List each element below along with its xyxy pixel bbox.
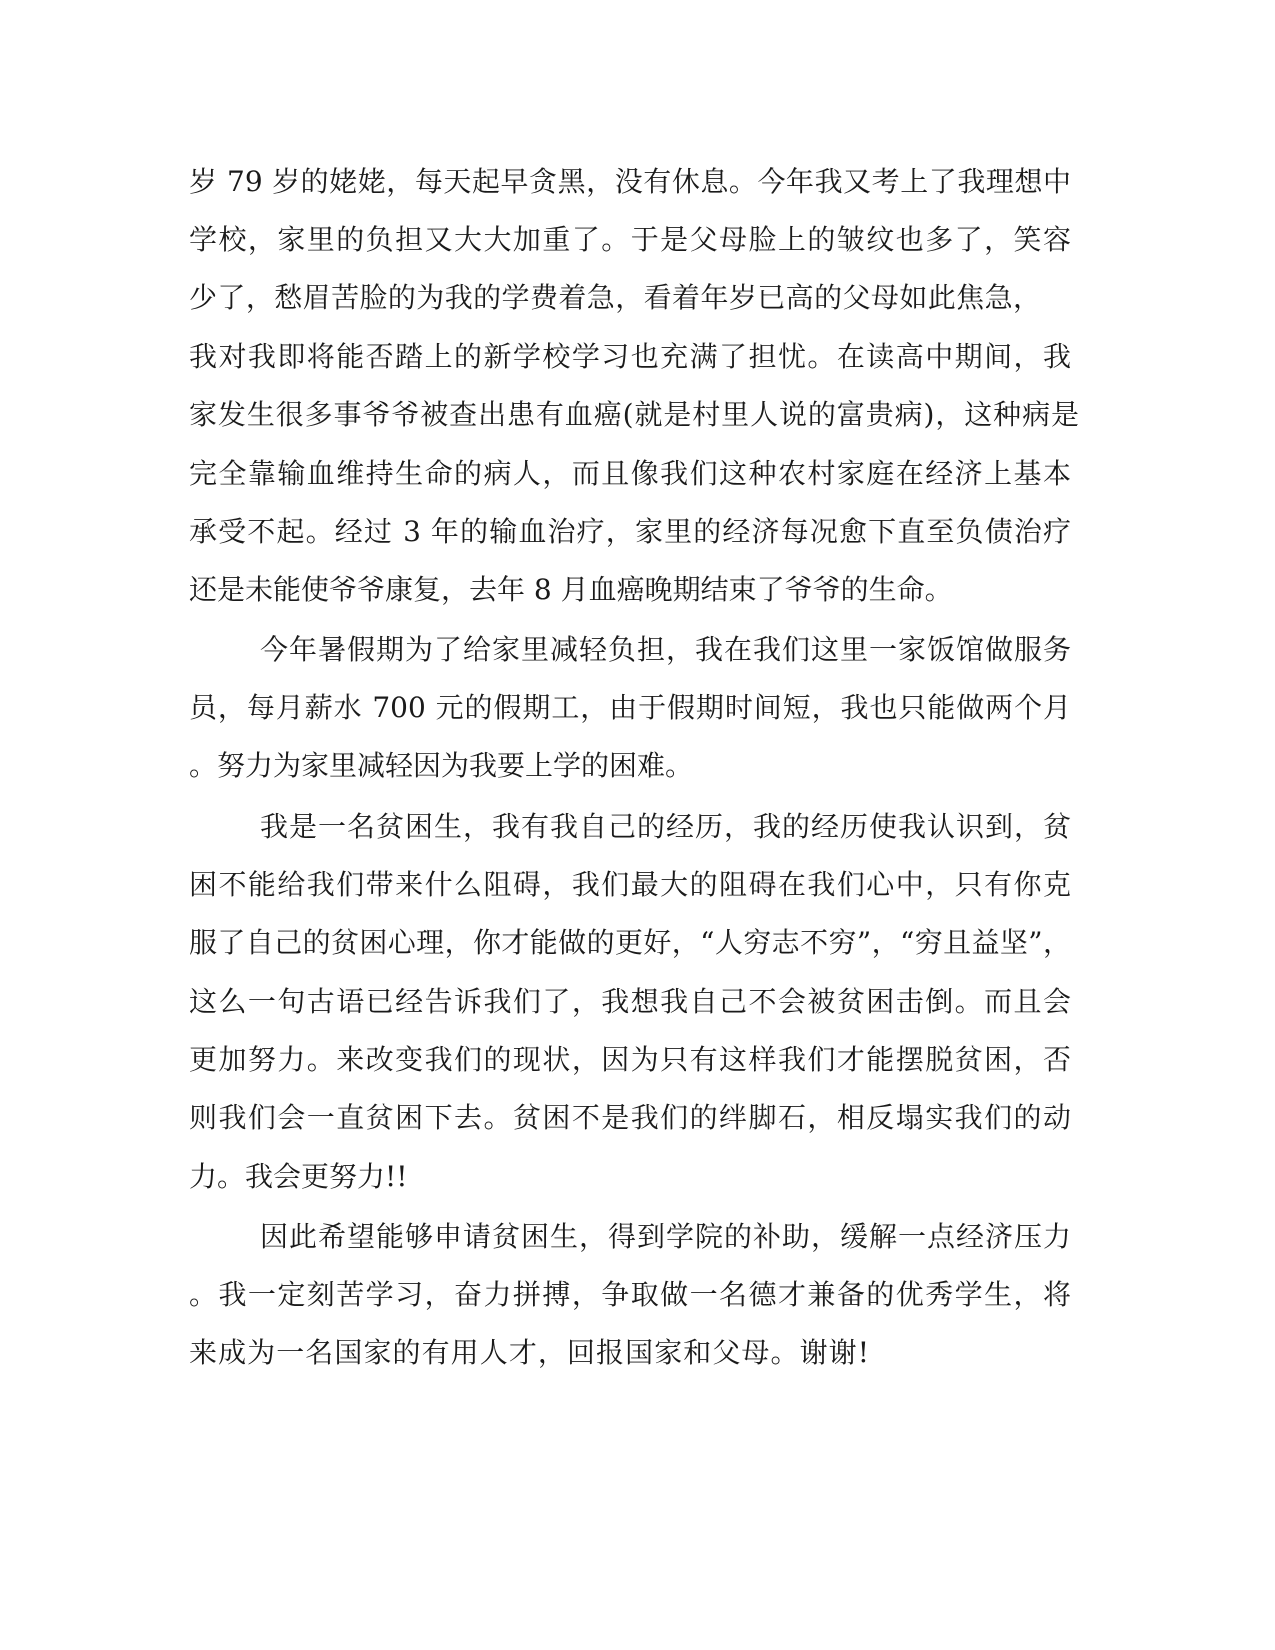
text-line-6: 完全靠输血维持生命的病人，而且像我们这种农村家庭在经济上基本 <box>189 457 1071 490</box>
text-line-18: 力。我会更努力!! <box>189 1160 408 1193</box>
text-line-3: 少了，愁眉苦脸的为我的学费着急，看着年岁已高的父母如此焦急， <box>189 281 1041 314</box>
text-line-21: 来成为一名国家的有用人才，回报国家和父母。谢谢! <box>189 1336 869 1369</box>
text-line-13: 困不能给我们带来什么阻碍，我们最大的阻碍在我们心中，只有你克 <box>189 868 1071 901</box>
text-line-8: 还是未能使爷爷康复，去年 8 月血癌晚期结束了爷爷的生命。 <box>189 573 953 606</box>
text-line-12: 我是一名贫困生，我有我自己的经历，我的经历使我认识到，贫 <box>260 810 1071 843</box>
text-line-17: 则我们会一直贫困下去。贫困不是我们的绊脚石，相反塌实我们的动 <box>189 1101 1071 1134</box>
text-line-16: 更加努力。来改变我们的现状，因为只有这样我们才能摆脱贫困，否 <box>189 1043 1071 1076</box>
text-line-11: 。努力为家里减轻因为我要上学的困难。 <box>189 749 694 782</box>
text-line-9: 今年暑假期为了给家里减轻负担，我在我们这里一家饭馆做服务 <box>260 633 1071 666</box>
text-line-7: 承受不起。经过 3 年的输血治疗，家里的经济每况愈下直至负债治疗 <box>189 515 1071 548</box>
text-line-14: 服了自己的贫困心理，你才能做的更好，“人穷志不穷”，“穷且益坚”， <box>189 926 1071 959</box>
text-line-15: 这么一句古语已经告诉我们了，我想我自己不会被贫困击倒。而且会 <box>189 985 1071 1018</box>
text-line-5: 家发生很多事爷爷被查出患有血癌(就是村里人说的富贵病)，这种病是 <box>189 398 1079 431</box>
text-line-1: 岁 79 岁的姥姥，每天起早贪黑，没有休息。今年我又考上了我理想中 <box>189 165 1071 198</box>
text-line-19: 因此希望能够申请贫困生，得到学院的补助，缓解一点经济压力 <box>260 1220 1071 1253</box>
text-line-20: 。我一定刻苦学习，奋力拼搏，争取做一名德才兼备的优秀学生，将 <box>189 1278 1071 1311</box>
text-line-10: 员，每月薪水 700 元的假期工，由于假期时间短，我也只能做两个月 <box>189 691 1071 724</box>
text-line-4: 我对我即将能否踏上的新学校学习也充满了担忧。在读高中期间，我 <box>189 340 1071 373</box>
text-line-2: 学校，家里的负担又大大加重了。于是父母脸上的皱纹也多了，笑容 <box>189 223 1071 256</box>
